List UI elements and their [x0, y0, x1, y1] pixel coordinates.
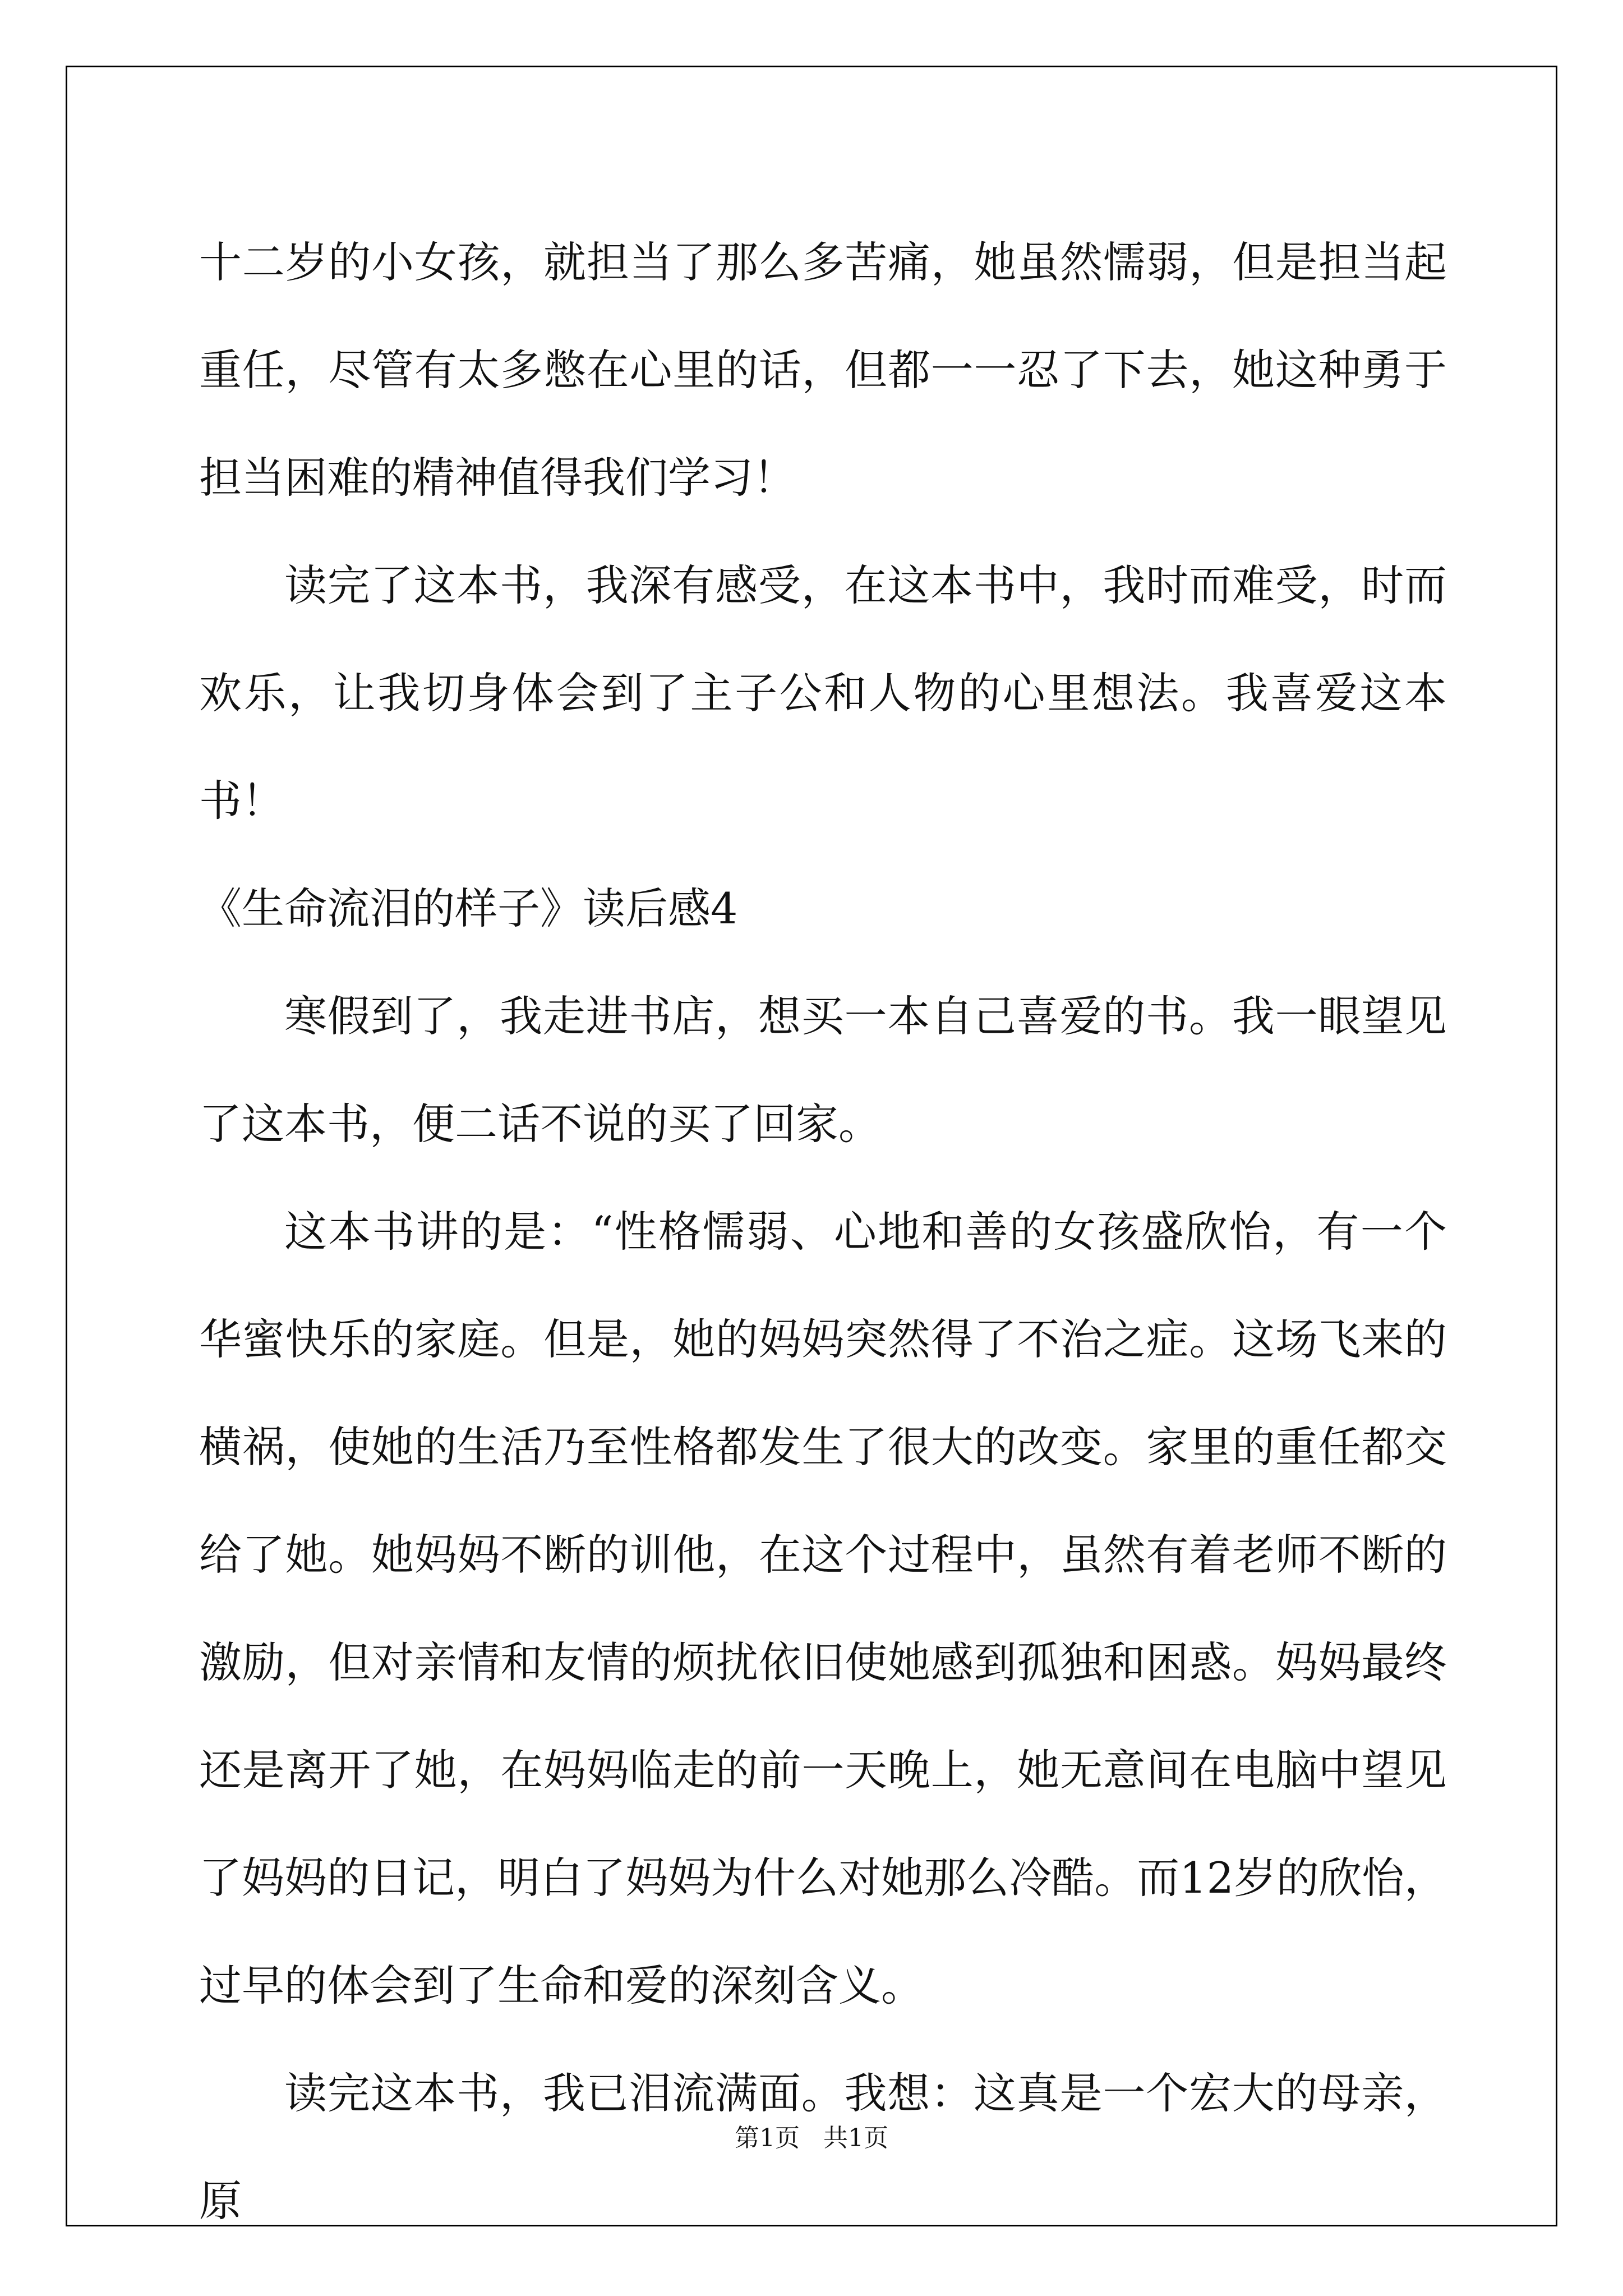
paragraph: 读完这本书，我已泪流满面。我想：这真是一个宏大的母亲，原: [199, 2068, 1447, 2226]
section-heading: 《生命流泪的样子》读后感4: [199, 884, 738, 933]
paragraph-continuation: 十二岁的小女孩，就担当了那么多苦痛，她虽然懦弱，但是担当起重任，尽管有太多憋在心里的话，但都一一忍了下去，她这种勇于担当困难的精神值得我们学习！: [199, 237, 1447, 503]
paragraph: 读完了这本书，我深有感受，在这本书中，我时而难受，时而欢乐，让我切身体会到了主子公和人物的心里想法。我喜爱这本书！: [199, 560, 1447, 826]
paragraph: 寒假到了，我走进书店，想买一本自己喜爱的书。我一眼望见了这本书，便二话不说的买了回家。: [199, 991, 1447, 1149]
document-body: [199, 209, 1447, 2255]
page-footer: 第1页 共1页: [735, 2124, 888, 2152]
paragraph: 这本书讲的是：“性格懦弱、心地和善的女孩盛欣怡，有一个华蜜快乐的家庭。但是，她的妈妈突然得了不治之症。这场飞来的横祸，使她的生活乃至性格都发生了很大的改变。家里的重任都交给了她。她妈妈不断的训他，在这个过程中，虽然有着老师不断的激励，但对亲情和友情的烦扰依旧使她感到孤独和困惑。妈妈最终还是离开了她，在妈妈临走的前一天晚上，她无意间在电脑中望见了妈妈的日记，明白了妈妈为什么对她那么冷酷。而12岁的欣怡，过早的体会到了生命和爱的深刻含义。: [199, 1207, 1447, 2010]
